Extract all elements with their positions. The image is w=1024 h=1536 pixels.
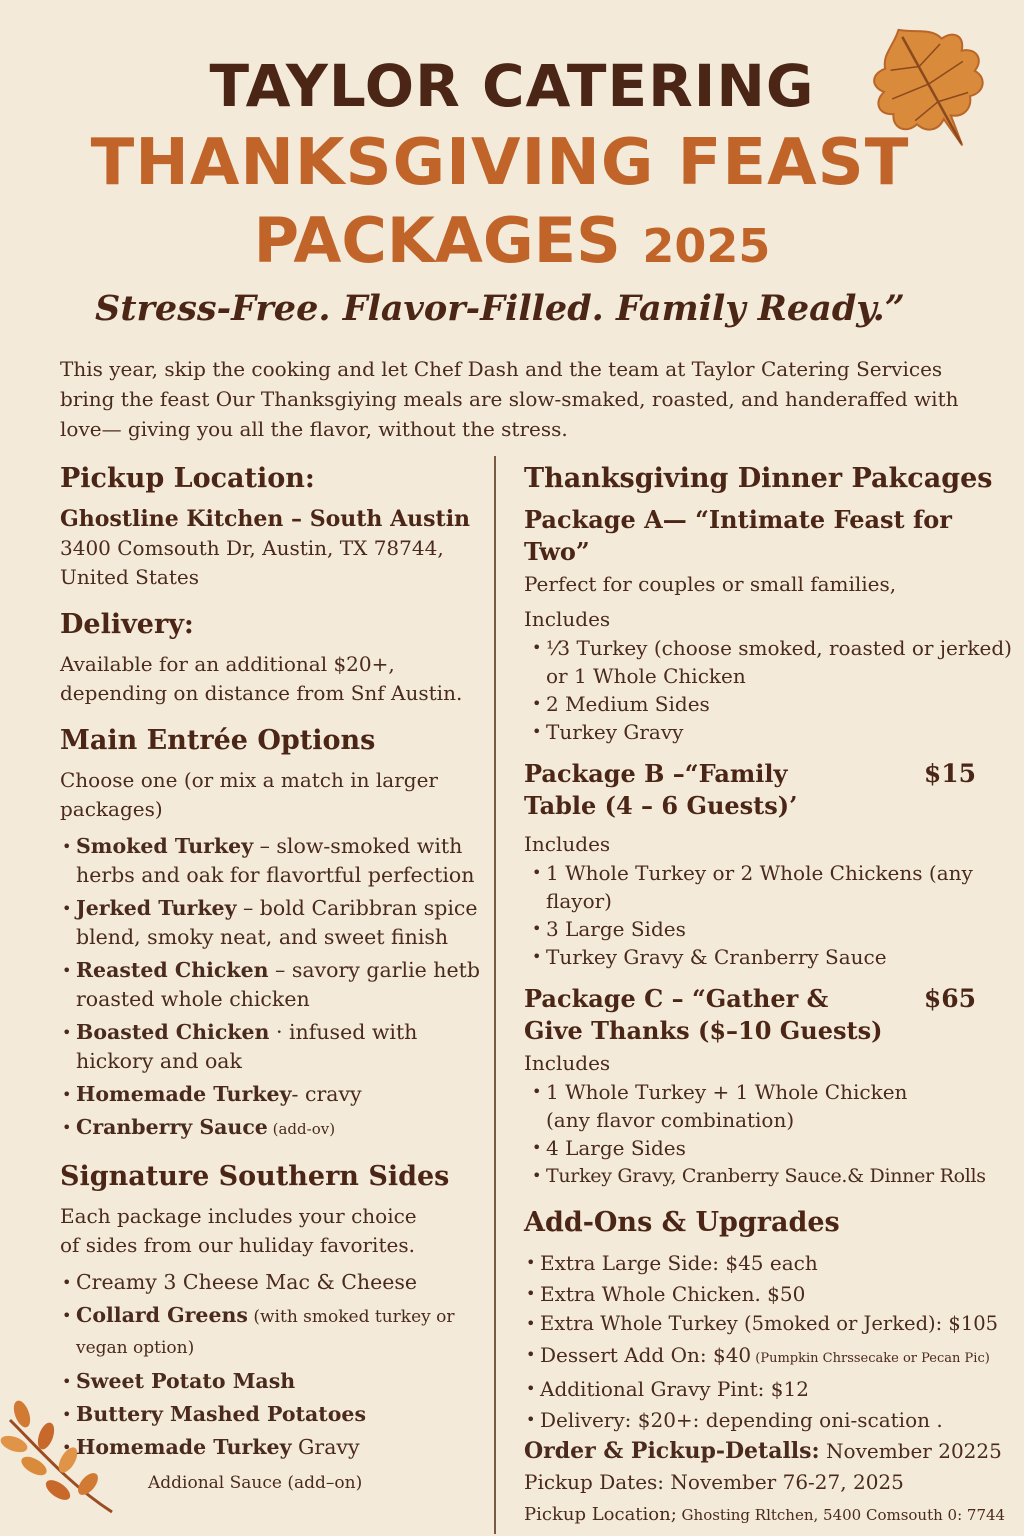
side-desc: (with smoked turkey or vegan option) [76, 1307, 455, 1358]
list-item [60, 956, 480, 1014]
list-item [60, 894, 480, 952]
packages-heading: Thanksgiving Dinner Pakcages [524, 463, 993, 494]
page-title: THANKSGIVING FEAST [90, 126, 910, 200]
entrees-list [60, 832, 480, 1144]
package-c-includes: Includes [524, 1051, 611, 1075]
side-desc: Gravy [291, 1435, 360, 1459]
sides-footer: Addional Sauce (add–on) [148, 1473, 363, 1493]
package-a-includes: Includes [524, 607, 611, 631]
entrees-intro: Choose one (or mix a match in larger packages) [60, 768, 438, 821]
list-item: • 4 Large Sides [530, 1134, 1014, 1162]
list-item [60, 1268, 480, 1297]
side-name: Homemade Turkey [76, 1435, 292, 1459]
entree-name: Reasted Chicken [76, 958, 269, 982]
entrees-heading: Main Entrée Options [60, 725, 376, 756]
list-item: • ⅟3 Turkey (choose smoked, roasted or jerked) or 1 Whole Chicken [530, 634, 1014, 690]
pickup-name: Ghostline Kitchen – South Austin [60, 506, 471, 532]
list-item: • Turkey Gravy [530, 718, 1014, 746]
package-a-title: Package A— “Intimate Feast for Two” [524, 505, 952, 566]
sides-list [60, 1268, 480, 1462]
pickup-heading: Pickup Location: [60, 463, 315, 494]
entree-desc: – bold Caribbran spice blend, smoky neat, and sweet finish [76, 896, 478, 949]
entree-name: Smoked Turkey [76, 834, 254, 858]
addon-dessert-note: (Pumpkin Chrssecake or Pecan Pic) [751, 1350, 990, 1366]
list-item [60, 1433, 480, 1462]
delivery-text: Available for an additional $20+, depending on distance from Snf Austin. [60, 652, 463, 705]
list-item [60, 832, 480, 890]
order-heading: Order & Pickup-Detalls: [524, 1438, 820, 1464]
list-item [60, 1113, 480, 1144]
package-c-header [524, 983, 1014, 1047]
addons-heading: Add-Ons & Upgrades [524, 1207, 840, 1238]
list-item [60, 1080, 480, 1109]
entree-desc: - cravy [291, 1082, 362, 1106]
side-name: Buttery Mashed Potatoes [76, 1402, 367, 1426]
pickup-location-value: Ghosting Rltchen, 5400 Comsouth 0: 7744 [676, 1506, 1006, 1524]
addons-list [524, 1248, 1014, 1435]
list-item [524, 1340, 1014, 1375]
title-packages: PACKAGES [253, 204, 621, 277]
intro-text: This year, skip the cooking and let Chef Dash and the team at Taylor Catering Services bring the feast Our Thanksgiying meals are slow-smaked, roasted, and handeraffed with love— giving you all the flavor, without the stress. [60, 357, 959, 441]
list-item: • 1 Whole Turkey or 2 Whole Chickens (any flayor) [530, 859, 1014, 915]
sides-intro: Each package includes your choice of sides from our huliday favorites. [60, 1204, 417, 1257]
list-item [60, 1400, 480, 1429]
order-details-line [524, 1437, 1014, 1466]
order-heading-date: November 20225 [819, 1439, 1002, 1463]
package-b-includes: Includes [524, 832, 611, 856]
column-divider [494, 456, 496, 1534]
list-item [60, 1301, 480, 1363]
list-item [60, 1018, 480, 1076]
sides-heading: Signature Southern Sides [60, 1161, 450, 1192]
pickup-location-label: Pickup Location; [524, 1504, 677, 1525]
package-b-title: Package B –“Family Table (4 – 6 Guests)’ [524, 759, 798, 820]
list-item: • Turkey Gravy, Cranberry Sauce.& Dinner Rolls [530, 1162, 1014, 1190]
list-item: • 1 Whole Turkey + 1 Whole Chicken (any flavor combination) [530, 1078, 926, 1134]
entree-name: Cranberry Sauce [76, 1115, 268, 1139]
page-title-line2 [0, 204, 1024, 277]
tagline: Stress-Free. Flavor-Filled. Family Ready.” [95, 288, 905, 329]
side-desc: Creamy 3 Cheese Mac & Cheese [76, 1270, 418, 1294]
entree-desc: – slow-smoked with herbs and oak for flavortful perfection [76, 834, 475, 887]
entree-name: Jerked Turkey [76, 896, 237, 920]
entree-desc: (add-ov) [267, 1120, 336, 1138]
list-item: • Delivery: $20+: depending oni-scation . [524, 1405, 1014, 1436]
list-item: • Extra Whole Turkey (5moked or Jerked): $105 [524, 1309, 1014, 1340]
list-item: • Extra Whole Chicken. $50 [524, 1279, 1014, 1310]
package-c-list [524, 1078, 1014, 1190]
entree-name: Boasted Chicken [76, 1020, 270, 1044]
list-item [60, 1367, 480, 1396]
right-column [524, 462, 1014, 1530]
pickup-location-line [524, 1499, 1014, 1530]
package-a-desc: Perfect for couples or small families, [524, 572, 897, 596]
list-item: • Extra Large Side: $45 each [524, 1248, 1014, 1279]
package-c-title: Package C – “Gather & Give Thanks ($–10 Guests) [524, 984, 883, 1045]
brand-title: TAYLOR CATERING [209, 52, 815, 120]
list-item: • 3 Large Sides [530, 915, 1014, 943]
list-item: • Turkey Gravy & Cranberry Sauce [530, 943, 1014, 971]
title-year: 2025 [642, 219, 771, 273]
package-a-list [524, 634, 1014, 746]
package-b-price: $15 [923, 759, 976, 788]
list-item: • 2 Medium Sides [530, 690, 1014, 718]
package-b-list [524, 859, 1014, 971]
package-c-price: $65 [923, 984, 976, 1013]
pickup-address: 3400 Comsouth Dr, Austin, TX 78744, United States [60, 536, 444, 589]
delivery-heading: Delivery: [60, 609, 194, 640]
side-name: Sweet Potato Mash [76, 1369, 296, 1393]
entree-name: Homemade Turkey [76, 1082, 292, 1106]
entree-desc: – savory garlie hetb roasted whole chicken [76, 958, 480, 1011]
package-b-header [524, 758, 1014, 822]
list-item: • Additional Gravy Pint: $12 [524, 1374, 1014, 1405]
addon-dessert: Dessert Add On: $40 [540, 1342, 752, 1367]
left-column [60, 462, 480, 1496]
entree-desc: · infused with hickory and oak [76, 1020, 418, 1073]
pickup-dates: Pickup Dates: November 76-27, 2025 [524, 1470, 904, 1494]
side-name: Collard Greens [76, 1303, 248, 1327]
